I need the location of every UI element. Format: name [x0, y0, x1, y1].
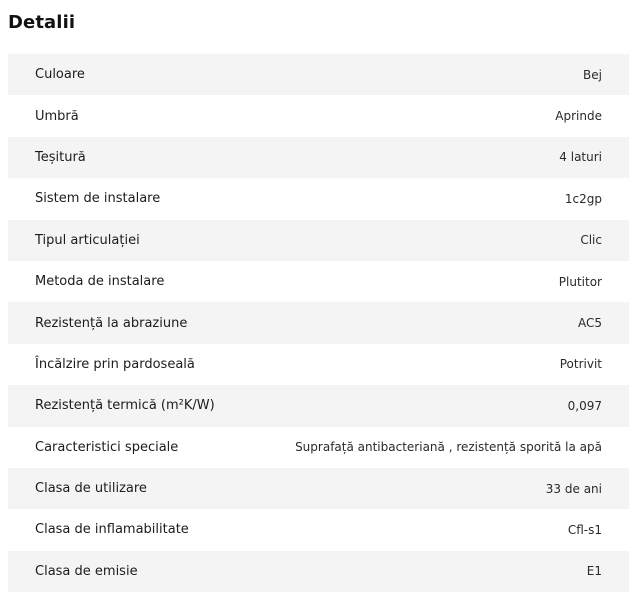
- detail-value: Potrivit: [559, 357, 602, 372]
- detail-label: Sistem de instalare: [35, 191, 161, 207]
- detail-label: Tipul articulației: [35, 232, 140, 248]
- detail-value: Bej: [583, 67, 602, 82]
- detail-row-flammability: [8, 509, 629, 550]
- detail-label: Clasa de emisie: [35, 563, 138, 579]
- detail-label: Umbră: [35, 108, 79, 124]
- details-table: [8, 54, 629, 592]
- detail-value: Cfl-s1: [567, 522, 602, 537]
- detail-label: Clasa de utilizare: [35, 481, 147, 497]
- detail-value: AC5: [577, 316, 602, 331]
- detail-row-emission: [8, 551, 629, 592]
- detail-row-floor-heating: [8, 344, 629, 385]
- detail-label: Metoda de instalare: [35, 274, 165, 290]
- detail-value: 33 de ani: [545, 481, 602, 496]
- detail-row-joint-type: [8, 220, 629, 261]
- detail-value: 4 laturi: [559, 150, 602, 165]
- detail-value: Aprinde: [555, 109, 602, 124]
- detail-row-bevel: [8, 137, 629, 178]
- detail-value: Clic: [580, 233, 602, 248]
- detail-value: Suprafață antibacteriană , rezistență sporită la apă: [295, 440, 602, 455]
- detail-row-shade: [8, 95, 629, 136]
- section-title: Detalii: [8, 12, 76, 33]
- detail-row-install-method: [8, 261, 629, 302]
- detail-row-abrasion: [8, 302, 629, 343]
- detail-value: E1: [586, 564, 602, 579]
- detail-row-usage-class: [8, 468, 629, 509]
- detail-label: Rezistență la abraziune: [35, 315, 188, 331]
- detail-value: 1c2gp: [564, 191, 602, 206]
- detail-row-install-system: [8, 178, 629, 219]
- detail-label: Clasa de inflamabilitate: [35, 522, 189, 538]
- detail-row-color: [8, 54, 629, 95]
- detail-label: Caracteristici speciale: [35, 439, 179, 455]
- detail-label: Încălzire prin pardoseală: [35, 356, 195, 372]
- detail-value: 0,097: [567, 398, 602, 413]
- detail-row-special-features: [8, 427, 629, 468]
- detail-value: Plutitor: [558, 274, 602, 289]
- detail-label: Culoare: [35, 67, 85, 83]
- detail-row-thermal-resistance: [8, 385, 629, 426]
- detail-label: Rezistență termică (m²K/W): [35, 398, 215, 414]
- detail-label: Teșitură: [35, 149, 86, 165]
